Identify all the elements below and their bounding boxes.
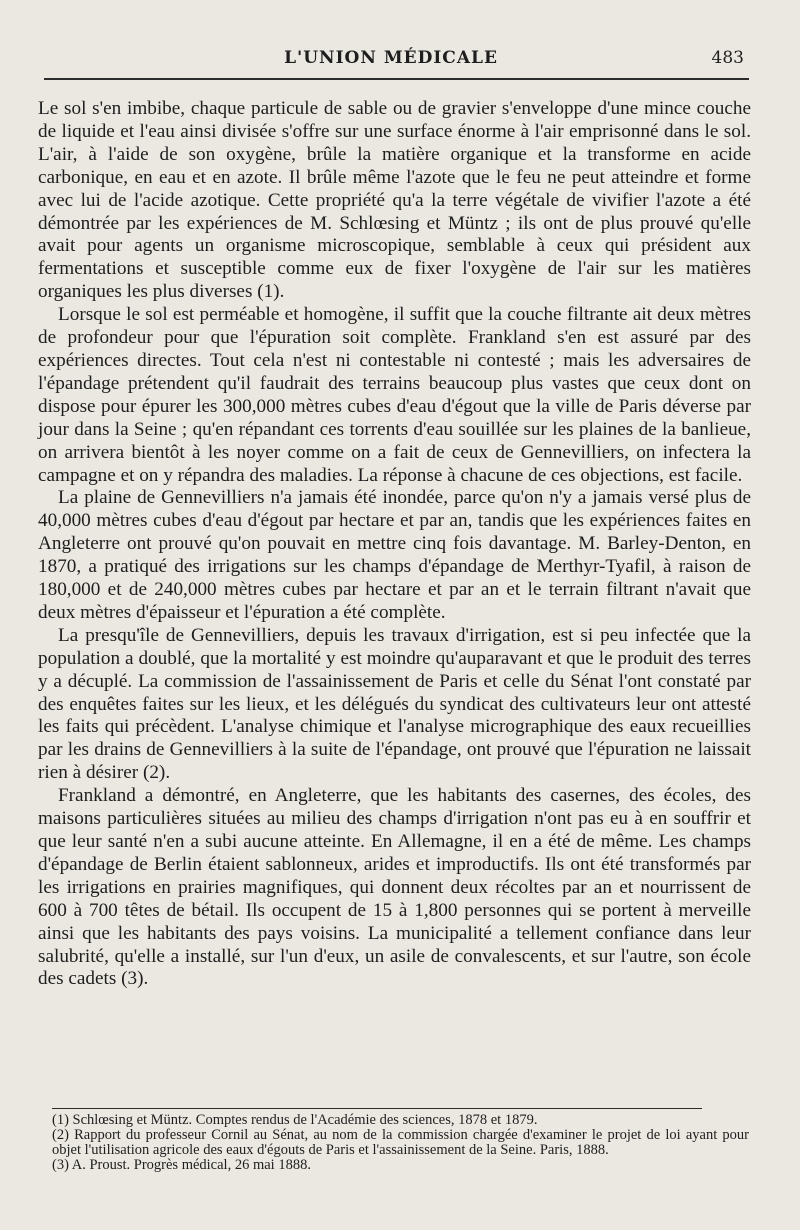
running-title: L'UNION MÉDICALE <box>284 48 498 68</box>
page-header <box>38 48 744 76</box>
header-rule <box>44 78 749 80</box>
paragraph-5: Frankland a démontré, en Angleterre, que les habitants des casernes, des écoles, des maisons particulières situées au milieu des champs d'irrigation n'ont pas eu à en souffrir et que leur santé n'en a subi aucune atteinte. En Allemagne, il en a été de même. Les champs d'épandage de Berlin étaient sablonneux, arides et improductifs. Ils ont été transformés par les irrigations en prairies magnifiques, qui donnent deux récoltes par an et nourrissent de 600 à 700 têtes de bétail. Ils occupent de 15 à 1,800 personnes qui se portent à merveille ainsi que les habitants des pays voisins. La municipalité a tellement confiance dans leur salubrité, qu'elle a installé, sur l'un d'eux, un asile de convalescents, et sur l'autre, son école des cadets (3). <box>38 785 751 990</box>
page-number: 483 <box>711 48 744 68</box>
footnote-2: (2) Rapport du professeur Cornil au Sénat, au nom de la commission chargée d'examiner le projet de loi ayant pour objet l'utilisation agricole des eaux d'égouts de Paris et l'assainissement de la Seine. Paris, 1888. <box>52 1127 749 1158</box>
footnote-3: (3) A. Proust. Progrès médical, 26 mai 1888. <box>52 1157 311 1173</box>
footnote-rule <box>52 1108 702 1109</box>
paragraph-1: Le sol s'en imbibe, chaque particule de sable ou de gravier s'enveloppe d'une mince couche de liquide et l'eau ainsi divisée s'offre sur une surface énorme à l'air emprisonné dans le sol. L'air, à l'aide de son oxygène, brûle la matière organique et la transforme en acide carbonique, en eau et en azote. Il brûle même l'azote que le feu ne peut atteindre et forme avec lui de l'acide azotique. Cette propriété qu'a la terre végétale de vivifier l'azote a été démontrée par les expériences de M. Schlœsing et Müntz ; ils ont de plus prouvé qu'elle avait pour agents un organisme microscopique, semblable à ceux qui président aux fermentations et susceptible comme eux de fixer l'oxygène de l'air sur les matières organiques les plus diverses (1). <box>38 98 751 303</box>
footnotes <box>52 1113 749 1173</box>
body-text <box>38 98 751 991</box>
footnote-1: (1) Schlœsing et Müntz. Comptes rendus de l'Académie des sciences, 1878 et 1879. <box>52 1112 538 1128</box>
paragraph-3: La plaine de Gennevilliers n'a jamais été inondée, parce qu'on n'y a jamais versé plus de 40,000 mètres cubes d'eau d'égout par hectare et par an, tandis que les expériences faites en Angleterre ont prouvé qu'on pouvait en mettre cinq fois davantage. M. Barley-Denton, en 1870, a pratiqué des irrigations sur les champs d'épandage de Merthyr-Tyafil, à raison de 180,000 et de 240,000 mètres cubes par hectare et par an et le terrain filtrant n'avait que deux mètres d'épaisseur et l'épuration a été complète. <box>38 487 751 623</box>
paragraph-2: Lorsque le sol est perméable et homogène, il suffit que la couche filtrante ait deux mètres de profondeur pour que l'épuration soit complète. Frankland s'en est assuré par des expériences directes. Tout cela n'est ni contestable ni contesté ; mais les adversaires de l'épandage prétendent qu'il faudrait des terrains beaucoup plus vastes que ceux dont on dispose pour épurer les 300,000 mètres cubes d'eau d'égout que la ville de Paris déverse par jour dans la Seine ; qu'en répandant ces torrents d'eau souillée sur les plaines de la banlieue, on arrivera bientôt à les noyer comme on a fait de ceux de Gennevilliers, on infectera la campagne et on y répandra des maladies. La réponse à chacune de ces objections, est facile. <box>38 304 751 486</box>
paragraph-4: La presqu'île de Gennevilliers, depuis les travaux d'irrigation, est si peu infectée que la population a doublé, que la mortalité y est moindre qu'auparavant et que le produit des terres y a décuplé. La commission de l'assainissement de Paris et celle du Sénat l'ont constaté par des enquêtes faites sur les lieux, et les délégués du syndicat des cultivateurs leur ont attesté les faits qui précèdent. L'analyse chimique et l'analyse micrographique des eaux recueillies par les drains de Gennevilliers à la suite de l'épandage, ont prouvé que l'épuration ne laissait rien à désirer (2). <box>38 624 751 784</box>
